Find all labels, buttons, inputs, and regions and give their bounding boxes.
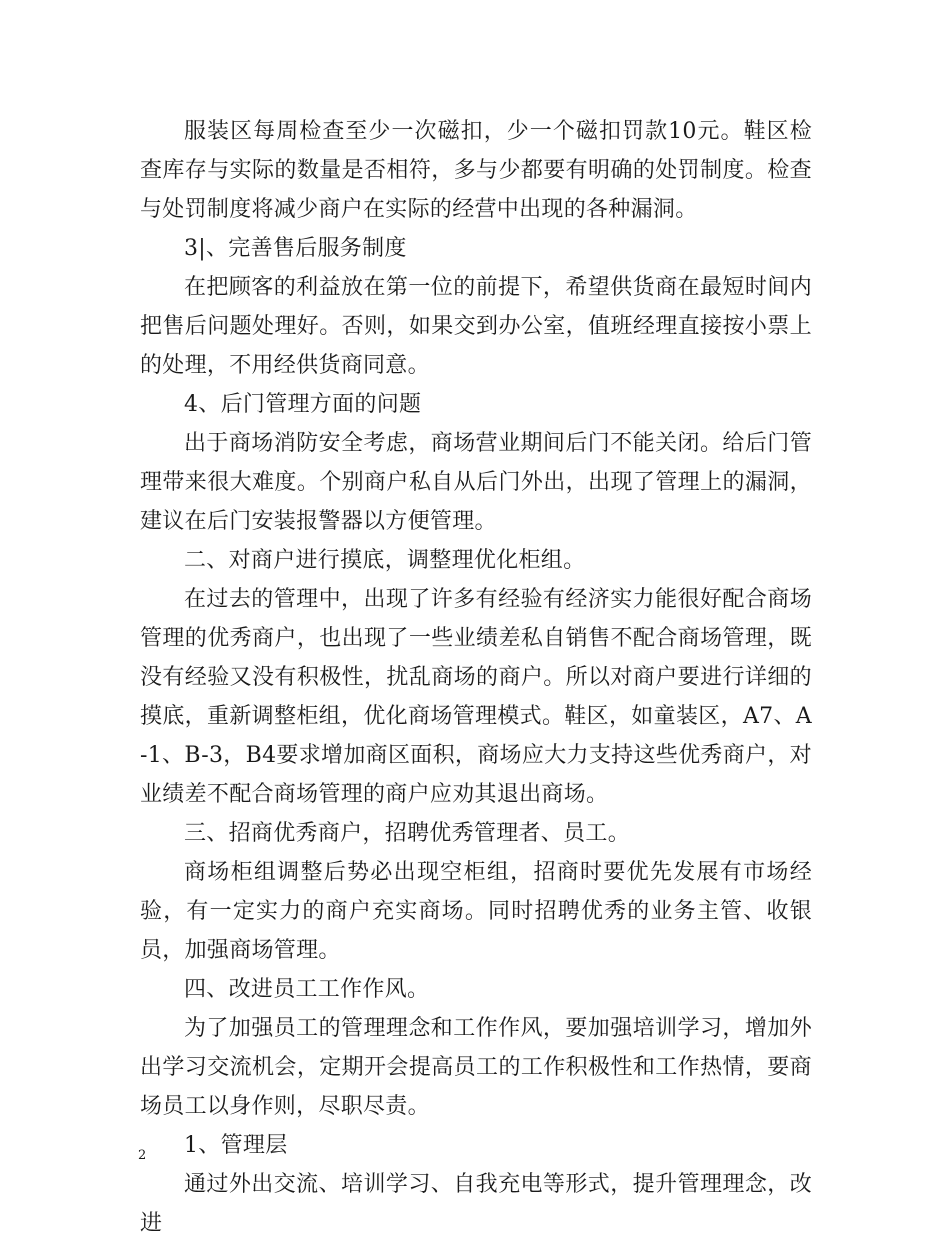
heading-merchant-survey: 二、对商户进行摸底，调整理优化柜组。 [184,548,586,573]
heading-management-level: 1、管理层 [184,1133,288,1158]
paragraph-recruitment: 商场柜组调整后势必出现空柜组，招商时要优先发展有市场经验，有一定实力的商户充实商场。同时招聘优秀的业务主管、收银员，加强商场管理。 [140,860,812,963]
paragraph-merchant-survey: 在过去的管理中，出现了许多有经验有经济实力能很好配合商场管理的优秀商户，也出现了一些业绩差私自销售不配合商场管理，既没有经验又没有积极性，扰乱商场的商户。所以对商户要进行详细的摸底，重新调整柜组，优化商场管理模式。鞋区，如童装区，A7、A-1、B-3，B4要求增加商区面积，商场应大力支持这些优秀商户，对业绩差不配合商场管理的商户应劝其退出商场。 [140,587,812,807]
heading-after-sales-service: 3|、完善售后服务制度 [184,236,407,261]
heading-back-door-management: 4、后门管理方面的问题 [184,392,422,417]
paragraph-management-level: 通过外出交流、培训学习、自我充电等形式，提升管理理念，改进 [140,1172,812,1236]
body-text [140,112,812,1243]
heading-recruitment: 三、招商优秀商户，招聘优秀管理者、员工。 [184,821,631,846]
heading-staff-work-style: 四、改进员工工作作风。 [184,977,430,1002]
paragraph-back-door: 出于商场消防安全考虑，商场营业期间后门不能关闭。给后门管理带来很大难度。个别商户私自从后门外出，出现了管理上的漏洞，建议在后门安装报警器以方便管理。 [140,431,812,534]
paragraph-staff-work-style: 为了加强员工的管理理念和工作作风，要加强培训学习，增加外出学习交流机会，定期开会提高员工的工作积极性和工作热情，要商场员工以身作则，尽职尽责。 [140,1016,812,1119]
paragraph-inventory-check: 服装区每周检查至少一次磁扣，少一个磁扣罚款10元。鞋区检查库存与实际的数量是否相符，多与少都要有明确的处罚制度。检查与处罚制度将减少商户在实际的经营中出现的各种漏洞。 [140,119,812,222]
paragraph-after-sales: 在把顾客的利益放在第一位的前提下，希望供货商在最短时间内把售后问题处理好。否则，如果交到办公室，值班经理直接按小票上的处理，不用经供货商同意。 [140,275,812,378]
page-number: 2 [138,1148,147,1163]
